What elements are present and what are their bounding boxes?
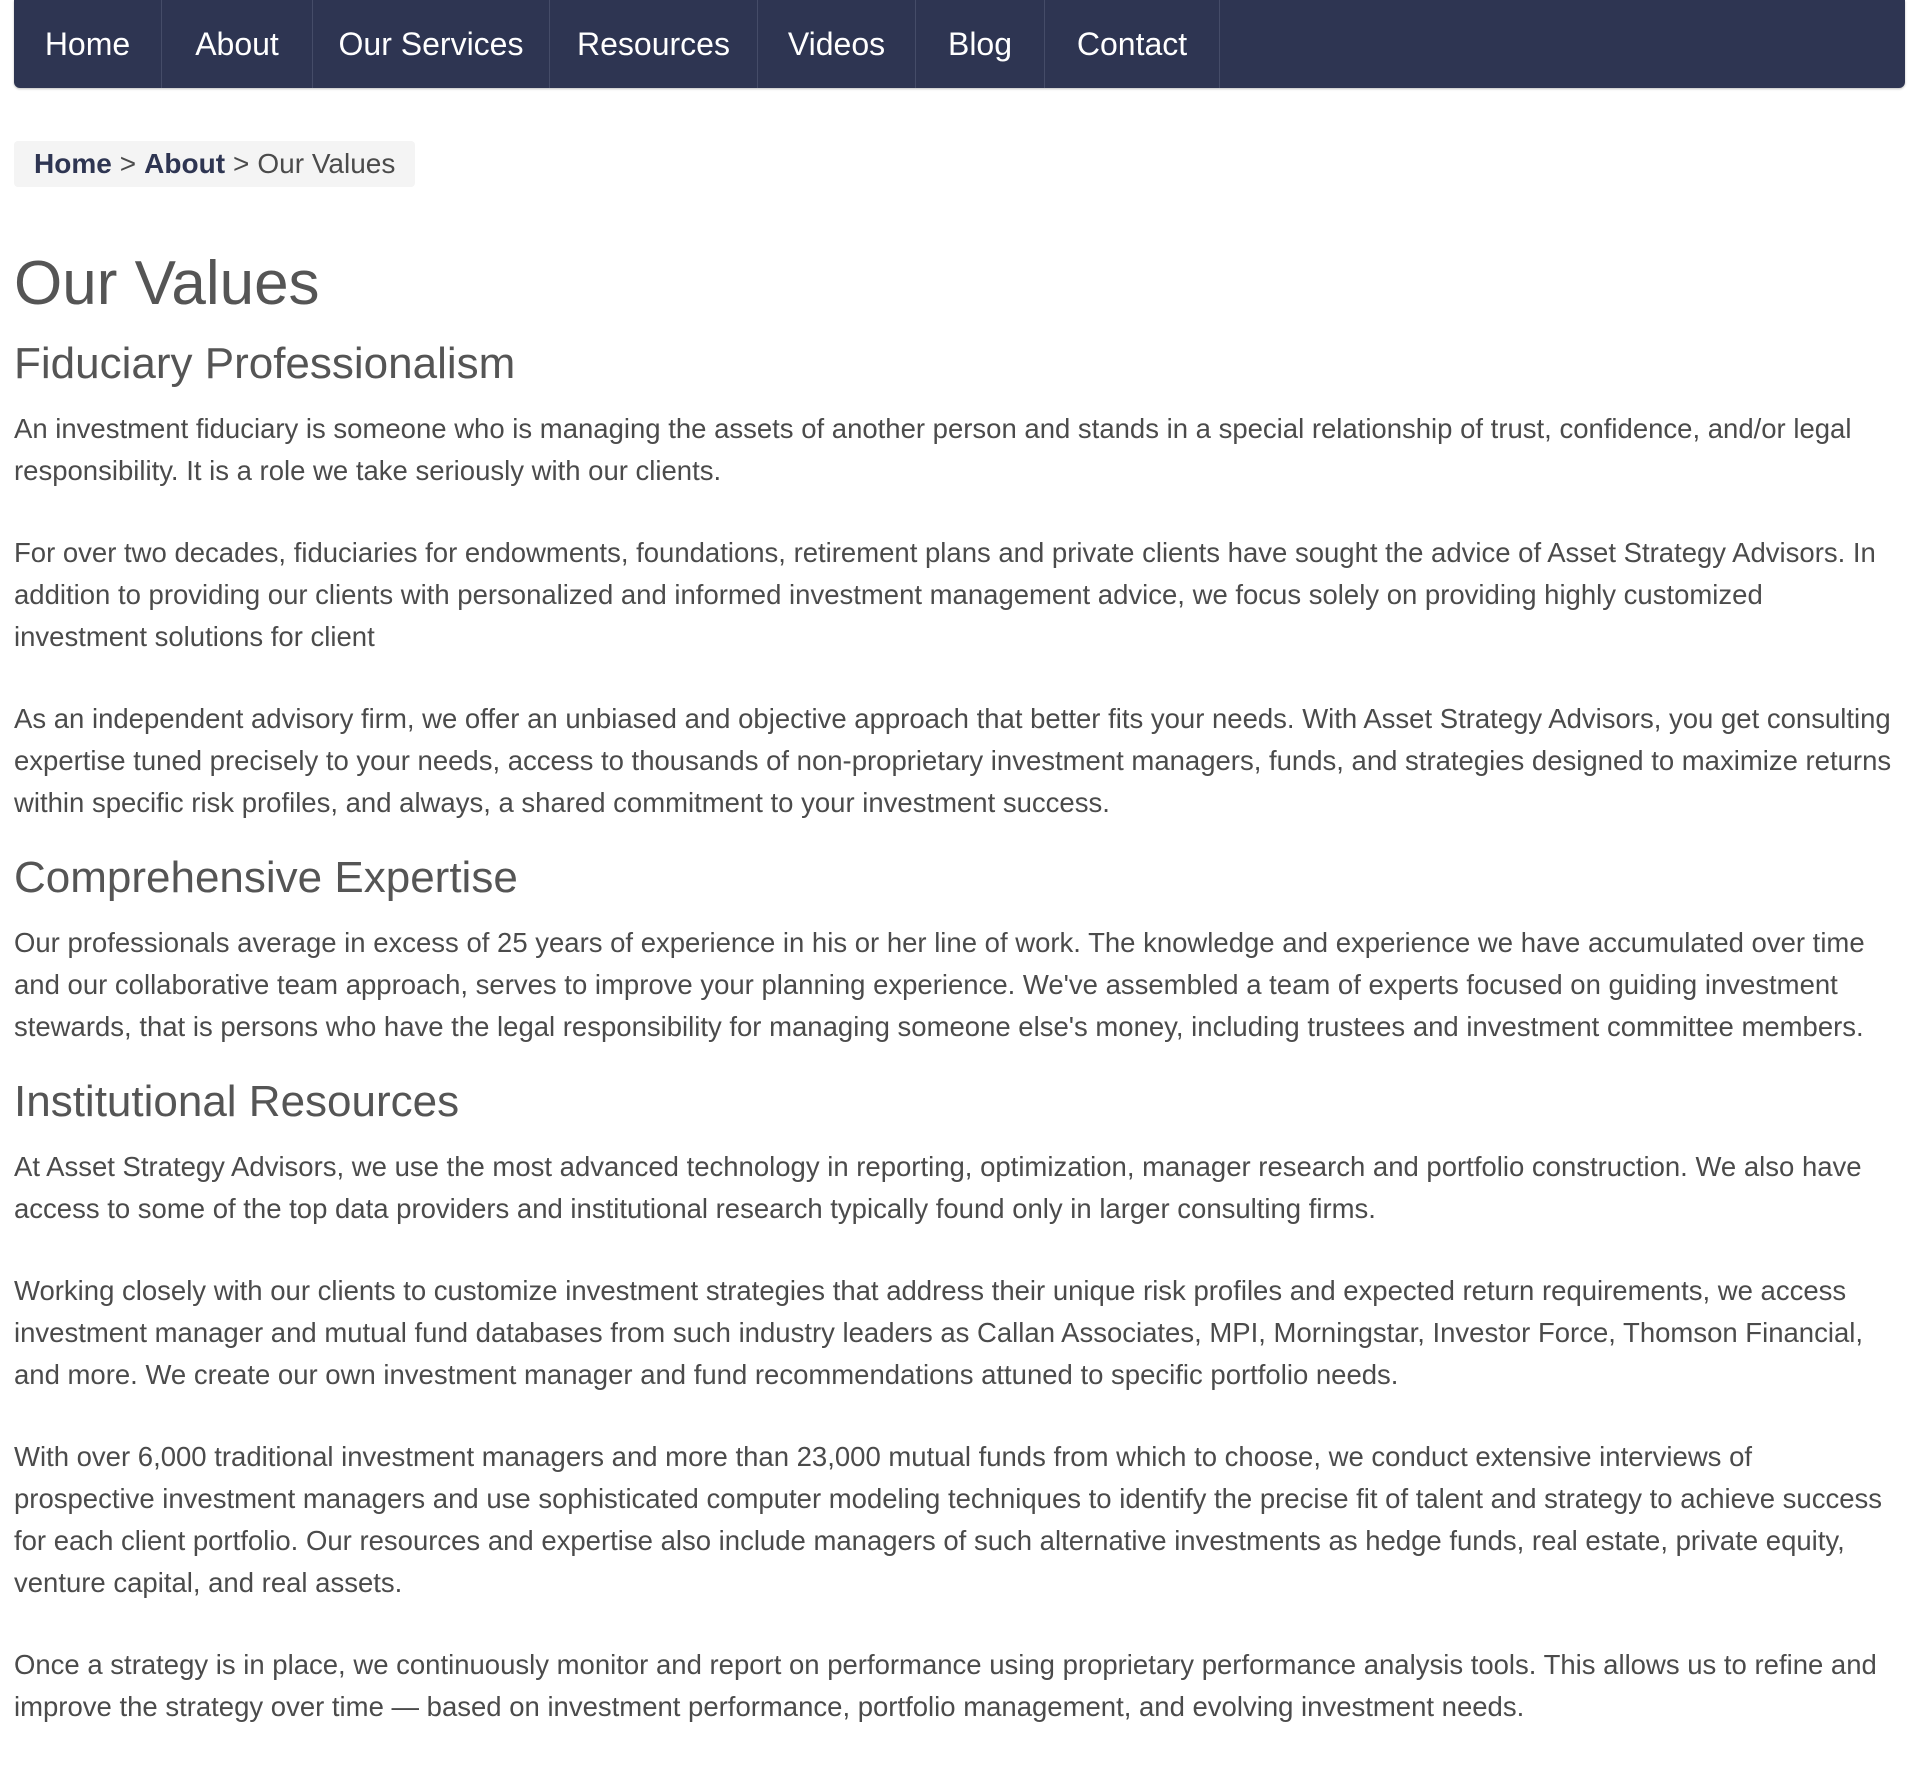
- nav-contact[interactable]: Contact: [1045, 0, 1220, 88]
- breadcrumb-home-link[interactable]: Home: [34, 148, 112, 179]
- breadcrumb-about-link[interactable]: About: [144, 148, 226, 179]
- nav-about[interactable]: About: [162, 0, 313, 88]
- section-heading: Comprehensive Expertise: [14, 853, 518, 902]
- breadcrumb: [14, 141, 415, 187]
- breadcrumb-current: Our Values: [257, 148, 396, 179]
- paragraph: Working closely with our clients to customize investment strategies that address their unique risk profiles and expected return requirements, we access investment manager and mutual fund databases from such industry leaders as Callan Associates, MPI, Morningstar, Investor Force, Thomson Financial, and more. We create our own investment manager and fund recommendations attuned to specific portfolio needs.: [14, 1275, 1863, 1390]
- breadcrumb-separator: >: [119, 148, 137, 179]
- section-heading: Fiduciary Professionalism: [14, 339, 516, 388]
- nav-home[interactable]: Home: [14, 0, 162, 88]
- nav-our-services[interactable]: Our Services: [313, 0, 550, 88]
- section-heading: Institutional Resources: [14, 1077, 460, 1126]
- paragraph: For over two decades, fiduciaries for endowments, foundations, retirement plans and private clients have sought the advice of Asset Strategy Advisors. In addition to providing our clients with personalized and informed investment management advice, we focus solely on providing highly customized investment solutions for client: [14, 537, 1876, 652]
- section-fiduciary-professionalism: [14, 332, 1894, 824]
- paragraph: At Asset Strategy Advisors, we use the most advanced technology in reporting, optimization, manager research and portfolio construction. We also have access to some of the top data providers and institutional research typically found only in larger consulting firms.: [14, 1151, 1862, 1224]
- paragraph: As an independent advisory firm, we offer an unbiased and objective approach that better fits your needs. With Asset Strategy Advisors, you get consulting expertise tuned precisely to your needs, access to thousands of non-proprietary investment managers, funds, and strategies designed to maximize returns within specific risk profiles, and always, a shared commitment to your investment success.: [14, 703, 1892, 818]
- main-content: [14, 240, 1894, 1728]
- section-comprehensive-expertise: [14, 846, 1894, 1048]
- section-institutional-resources: [14, 1070, 1894, 1728]
- page-title: Our Values: [14, 249, 320, 318]
- main-nav: [14, 0, 1905, 88]
- paragraph: Our professionals average in excess of 25 years of experience in his or her line of work. The knowledge and experience we have accumulated over time and our collaborative team approach, serves to improve your planning experience. We've assembled a team of experts focused on guiding investment stewards, that is persons who have the legal responsibility for managing someone else's money, including trustees and investment committee members.: [14, 927, 1865, 1042]
- paragraph: An investment fiduciary is someone who is managing the assets of another person and stands in a special relationship of trust, confidence, and/or legal responsibility. It is a role we take seriously with our clients.: [14, 413, 1852, 486]
- paragraph: Once a strategy is in place, we continuously monitor and report on performance using proprietary performance analysis tools. This allows us to refine and improve the strategy over time — based on investment performance, portfolio management, and evolving investment needs.: [14, 1649, 1877, 1722]
- nav-videos[interactable]: Videos: [758, 0, 916, 88]
- nav-resources[interactable]: Resources: [550, 0, 758, 88]
- paragraph: With over 6,000 traditional investment managers and more than 23,000 mutual funds from which to choose, we conduct extensive interviews of prospective investment managers and use sophisticated computer modeling techniques to identify the precise fit of talent and strategy to achieve success for each client portfolio. Our resources and expertise also include managers of such alternative investments as hedge funds, real estate, private equity, venture capital, and real assets.: [14, 1441, 1882, 1598]
- breadcrumb-separator: >: [233, 148, 250, 179]
- nav-blog[interactable]: Blog: [916, 0, 1045, 88]
